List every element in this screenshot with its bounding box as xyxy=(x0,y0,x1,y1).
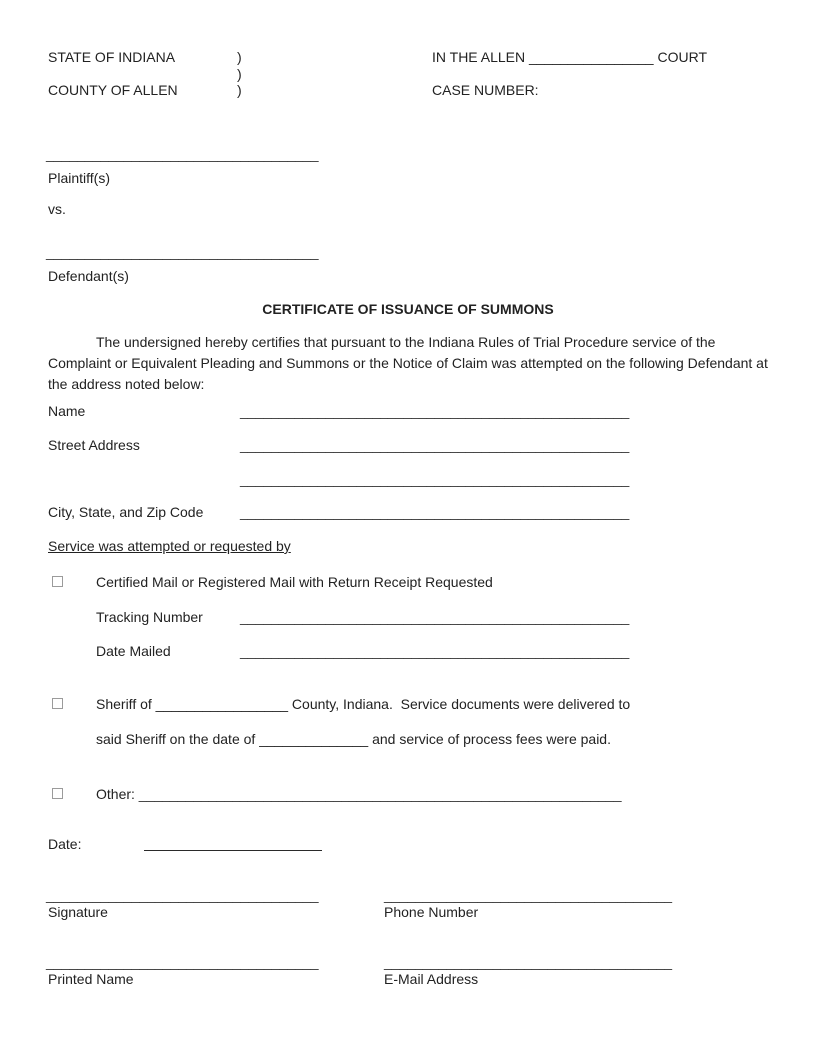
page-title: CERTIFICATE OF ISSUANCE OF SUMMONS xyxy=(262,301,554,317)
caption-spacer-label xyxy=(48,66,237,83)
plaintiff-fill-line[interactable]: ___________________________________ xyxy=(46,146,319,162)
name-fill-line[interactable]: __________________________________________________ xyxy=(240,403,630,419)
email-address-fill-line[interactable]: _____________________________________ xyxy=(384,954,673,970)
option-certified-mail-row xyxy=(52,574,493,591)
checkbox-sheriff[interactable] xyxy=(52,698,63,709)
street-address-label: Street Address xyxy=(48,437,140,453)
other-fill-line[interactable]: ______________________________________________________________ xyxy=(138,786,622,802)
plaintiff-label: Plaintiff(s) xyxy=(48,170,110,186)
date-label: Date: xyxy=(48,836,82,852)
other-label: Other: xyxy=(96,786,135,802)
case-number-label: CASE NUMBER: xyxy=(432,82,539,98)
state-label: STATE OF INDIANA xyxy=(48,49,176,65)
city-state-zip-fill-line[interactable]: __________________________________________________ xyxy=(240,504,630,520)
city-state-zip-row xyxy=(48,504,629,521)
printed-name-label: Printed Name xyxy=(48,971,134,987)
email-address-label: E-Mail Address xyxy=(384,971,479,987)
caption-right-spacer xyxy=(432,66,707,83)
county-label: COUNTY OF ALLEN xyxy=(48,82,178,98)
sheriff-option-text-line-2: said Sheriff on the date of ______________ and service of process fees were paid. xyxy=(96,731,611,747)
intro-paragraph: The undersigned hereby certifies that pursuant to the Indiana Rules of Trial Procedure service of the Complaint or Equivalent Pleading and Summons or the Notice of Claim was attempted on the following Defendant at the address noted below: xyxy=(48,334,768,392)
checkbox-other[interactable] xyxy=(52,788,63,799)
signature-label: Signature xyxy=(48,904,108,920)
caption-right-block xyxy=(432,49,707,99)
date-fill-line[interactable] xyxy=(144,836,322,851)
other-option-text xyxy=(96,786,622,803)
street-address-fill-line-2[interactable]: __________________________________________________ xyxy=(240,471,630,487)
defendant-label: Defendant(s) xyxy=(48,268,129,284)
signature-fill-line[interactable]: ___________________________________ xyxy=(46,887,319,903)
tracking-number-label: Tracking Number xyxy=(96,609,203,625)
street-address-row xyxy=(48,437,629,454)
tracking-number-row xyxy=(96,609,629,626)
defendant-fill-line[interactable]: ___________________________________ xyxy=(46,244,319,260)
caption-paren-2: ) xyxy=(237,65,242,82)
caption-paren-3: ) xyxy=(237,82,242,98)
printed-name-fill-line[interactable]: ___________________________________ xyxy=(46,954,319,970)
phone-number-fill-line[interactable]: _____________________________________ xyxy=(384,887,673,903)
date-mailed-row xyxy=(96,643,629,660)
service-method-heading: Service was attempted or requested by xyxy=(48,538,291,554)
date-mailed-fill-line[interactable]: __________________________________________________ xyxy=(240,643,630,659)
phone-number-label: Phone Number xyxy=(384,904,479,920)
street-address-row-2 xyxy=(48,471,629,488)
caption-left-block xyxy=(48,49,242,99)
city-state-zip-label: City, State, and Zip Code xyxy=(48,504,204,520)
name-label: Name xyxy=(48,403,86,419)
street-address-fill-line-1[interactable]: __________________________________________________ xyxy=(240,437,630,453)
option-sheriff-row xyxy=(52,696,630,713)
versus-label: vs. xyxy=(48,201,66,217)
certified-mail-label: Certified Mail or Registered Mail with Return Receipt Requested xyxy=(96,574,493,590)
street-address-label-blank xyxy=(48,471,240,488)
court-name-line: IN THE ALLEN ________________ COURT xyxy=(432,49,707,65)
name-row xyxy=(48,403,629,420)
date-mailed-label: Date Mailed xyxy=(96,643,171,659)
option-other-row xyxy=(52,786,622,803)
caption-paren-1: ) xyxy=(237,49,242,65)
checkbox-certified-mail[interactable] xyxy=(52,576,63,587)
sheriff-option-text-line-1: Sheriff of _________________ County, Indiana. Service documents were delivered to xyxy=(96,696,631,712)
date-row xyxy=(48,836,322,853)
tracking-number-fill-line[interactable]: __________________________________________________ xyxy=(240,609,630,625)
